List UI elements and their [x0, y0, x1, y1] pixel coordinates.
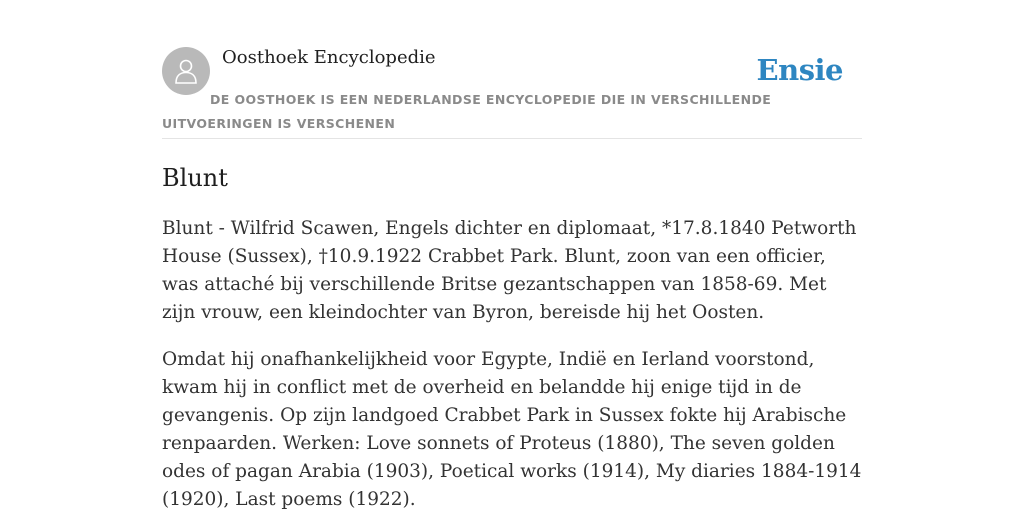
page-title: Blunt — [162, 164, 228, 192]
site-title[interactable]: Oosthoek Encyclopedie — [222, 47, 436, 68]
user-avatar-icon — [171, 56, 201, 86]
article-paragraph: Omdat hij onafhankelijkheid voor Egypte, Indië en Ierland voorstond, kwam hij in conflict met de overheid en belandde hij enige tijd in de gevangenis. Op zijn landgoed Crabbet Park in Sussex fokte hij Arabische renpaarden. Werken: Love sonnets of Proteus (1880), The seven golden odes of pagan Arabia (1903), Poetical works (1914), My diaries 1884-1914 (1920), Last poems (1922). — [162, 349, 862, 510]
article-body — [162, 215, 862, 512]
header — [162, 46, 862, 139]
page — [162, 0, 862, 510]
brand-logo[interactable]: Ensie — [756, 53, 843, 87]
article-paragraph: Blunt - Wilfrid Scawen, Engels dichter en diplomaat, *17.8.1840 Petworth House (Sussex), †10.9.1922 Crabbet Park. Blunt, zoon van een officier, was attaché bij verschillende Britse gezantschappen van 1858-69. Met zijn vrouw, een kleindochter van Byron, bereisde hij het Oosten. — [162, 218, 857, 323]
site-tagline: DE OOSTHOEK IS EEN NEDERLANDSE ENCYCLOPEDIE DIE IN VERSCHILLENDE UITVOERINGEN IS VERSCHENEN — [162, 92, 772, 131]
